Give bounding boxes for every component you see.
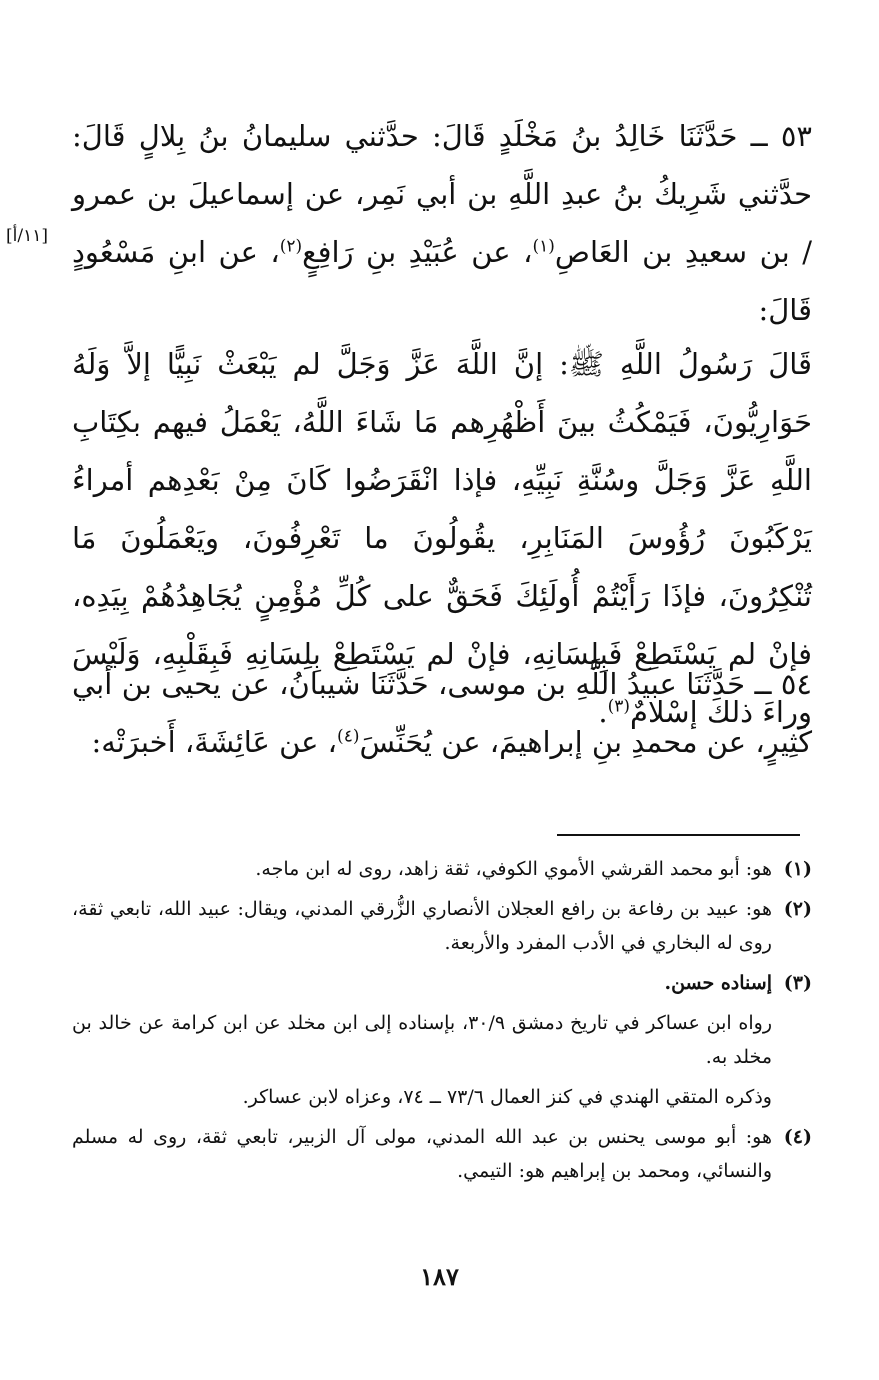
footnote-ref-3[interactable]: (٣) bbox=[607, 696, 631, 717]
footnotes bbox=[72, 852, 812, 1194]
footnote-ref-4[interactable]: (٤) bbox=[337, 726, 360, 747]
manuscript-folio-reference: [١١/أ] bbox=[6, 226, 48, 246]
footnote-text: إسناده حسن. bbox=[664, 972, 772, 994]
footnote-text: وذكره المتقي الهندي في كنز العمال ٧٣/٦ ــ ٧٤، وعزاه لابن عساكر. bbox=[242, 1086, 772, 1108]
footnote-3 bbox=[72, 966, 812, 1114]
footnote-ref-1[interactable]: (١) bbox=[532, 236, 555, 257]
hadith-54 bbox=[72, 655, 812, 771]
hadith-54-text: ٥٤ ــ حَدَّثَنَا عبيدُ اللَّهِ بن موسى، حَدَّثَنَا شيبانُ، عن يحيى بن أبي كَثِيرٍ، عن محمدِ بنِ إبراهيمَ، عن يُحَنِّسَ bbox=[72, 667, 812, 759]
footnote-2 bbox=[72, 892, 812, 960]
footnote-separator bbox=[557, 834, 800, 836]
hadith-54-end: ، عن عَائِشَةَ، أَخبرَتْه: bbox=[91, 725, 338, 759]
footnote-text: رواه ابن عساكر في تاريخ دمشق ٣٠/٩، بإسناده إلى ابن مخلد عن ابن كرامة عن خالد بن مخلد به. bbox=[72, 1012, 772, 1068]
footnote-4 bbox=[72, 1120, 812, 1188]
footnote-number: (١) bbox=[783, 858, 812, 880]
hadith-53-text-part1: ٥٣ ــ حَدَّثَنَا خَالِدُ بنُ مَخْلَدٍ قَالَ: حدَّثني سليمانُ بنُ بِلالٍ قَالَ: حدَّثني شَرِيكُ بنُ عبدِ اللَّهِ بن أبي نَمِر، عن إسماعيلَ بن عمرو / بن سعيدِ بن العَاصِ bbox=[72, 119, 813, 269]
footnote-number: (٣) bbox=[783, 972, 812, 994]
hadith-53-text-part2: ، عن عُبَيْدِ بنِ رَافِعٍ bbox=[302, 235, 533, 269]
hadith-53-isnad bbox=[72, 107, 812, 339]
footnote-text: هو: أبو محمد القرشي الأموي الكوفي، ثقة زاهد، روى له ابن ماجه. bbox=[255, 858, 772, 880]
hadith-53-matn-end: . bbox=[598, 695, 608, 729]
footnote-text: هو: أبو موسى يحنس بن عبد الله المدني، مولى آل الزبير، تابعي ثقة، روى له مسلم والنسائي، ومحمد بن إبراهيم هو: التيمي. bbox=[72, 1126, 772, 1182]
footnote-number: (٤) bbox=[783, 1126, 812, 1148]
footnote-text: هو: عبيد بن رفاعة بن رافع العجلان الأنصاري الزُّرقي المدني، ويقال: عبيد الله، تابعي ثقة، روى له البخاري في الأدب المفرد والأربعة. bbox=[72, 898, 772, 954]
page-number: ١٨٧ bbox=[420, 1262, 459, 1291]
hadith-53-text-part3: ، عن ابنِ مَسْعُودٍ قَالَ: bbox=[72, 235, 812, 327]
footnote-ref-2[interactable]: (٢) bbox=[279, 236, 303, 257]
hadith-53-matn-text: قَالَ رَسُولُ اللَّهِ ﷺ: إنَّ اللَّهَ عَزَّ وَجَلَّ لم يَبْعَثْ نَبِيًّا إلاَّ وَلَهُ حَوَارِيُّونَ، فَيَمْكُثُ بينَ أَظْهُرِهم مَا شَاءَ اللَّهُ، يَعْمَلُ فيهم بكِتَابِ اللَّهِ عَزَّ وَجَلَّ وسُنَّةِ نَبِيِّهِ، فإذا انْقَرَضُوا كَانَ مِنْ بَعْدِهم أمراءُ يَرْكَبُونَ رُؤُوسَ المَنَابِرِ، يقُولُونَ ما تَعْرِفُونَ، ويَعْمَلُونَ مَا تُنْكِرُونَ، فإذَا رَأَيْتُمْ أُولَئِكَ فَحَقٌّ على كُلِّ مُؤْمِنٍ يُجَاهِدُهُمْ بِيَدِه، فإنْ لم يَسْتَطِعْ فَبِلِسَانِهِ، فإنْ لم يَسْتَطِعْ بِلِسَانِهِ فَبِقَلْبِهِ، وَلَيْسَ وراءَ ذلكَ إسْلامٌ bbox=[72, 347, 812, 729]
footnote-number: (٢) bbox=[783, 898, 812, 920]
footnote-1 bbox=[72, 852, 812, 886]
